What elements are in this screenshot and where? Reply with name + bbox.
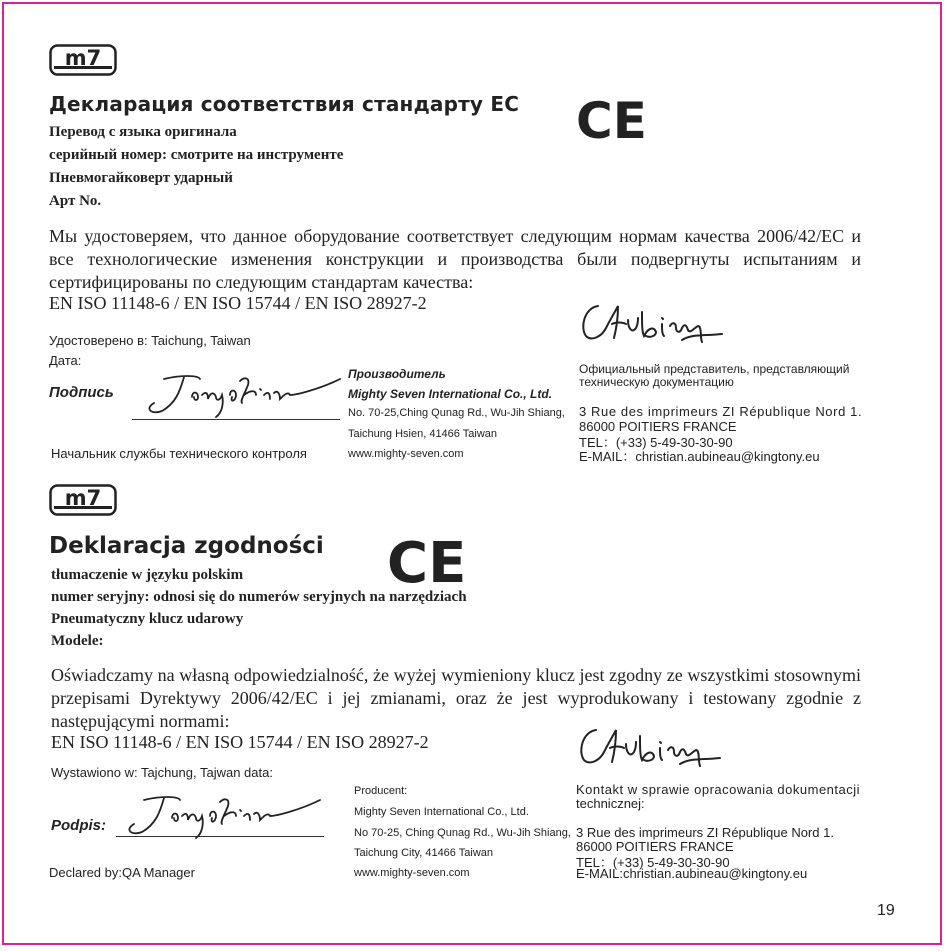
ce-mark-icon-pl [387,531,467,596]
pl-declared-by: Declared by:QA Manager [49,865,195,880]
qa-manager-signature-icon-pl [120,788,330,842]
ru-paragraph: Мы удостоверяем, что данное оборудование соответствует следующим нормам качества 2006/42/EC и все технологические изменения конструкции и производства были подвергнуты испытаниям и сертифицированы по следующим стандартам качества: [49,226,861,292]
pl-standards: EN ISO 11148-6 / EN ISO 15744 / EN ISO 28927-2 [51,732,429,752]
ru-signer-title: Начальник службы технического контроля [51,446,307,461]
pl-eu-email: E-MAIL:christian.aubineau@kingtony.eu [576,866,808,881]
svg-text:CE: CE [576,92,647,150]
ce-mark-icon [576,92,647,150]
ru-rep-1: Официальный представитель, представляющий [579,362,850,376]
pl-contact-2: technicznej: [576,796,645,811]
pl-address-1: No 70-25, Ching Qunag Rd., Wu-Jih Shiang, [354,827,571,839]
pl-title: Deklaracja zgodności [49,533,324,559]
ru-line-1: Перевод с языка оригинала [49,124,237,140]
ru-title: Декларация соответствия стандарту ЕС [49,92,520,116]
ru-line-3: Пневмогайковерт ударный [49,170,233,186]
ru-signature-label: Подпись [49,384,114,401]
pl-line-2: numer seryjny: odnosi się do numerów seryjnych na narzędziach [51,589,467,605]
ru-eu-tel: TEL：(+33) 5-49-30-30-90 [579,435,733,450]
ru-certified-in: Удостоверено в: Taichung, Taiwan [49,333,251,348]
pl-line-1: tłumaczenie w języku polskim [51,567,244,583]
m7-logo-pl [49,484,117,516]
pl-line-4: Modele: [51,633,104,649]
aubineau-signature-icon [576,298,726,348]
ru-line-4: Арт No. [49,193,102,209]
ru-manufacturer-label: Производитель [348,367,446,381]
m7-logo [49,44,117,76]
pl-address-2: Taichung City, 41466 Taiwan [354,847,494,859]
ru-standards: EN ISO 11148-6 / EN ISO 15744 / EN ISO 28927-2 [49,293,427,313]
ru-address-2: Taichung Hsien, 41466 Taiwan [348,428,498,440]
ru-rep-2: техническую документацию [579,375,734,389]
ru-eu-address-2: 86000 POITIERS FRANCE [579,419,737,434]
ru-website: www.mighty-seven.com [348,448,464,460]
pl-contact-1: Kontakt w sprawie opracowania dokumentacji [576,782,861,797]
pl-manufacturer-label: Producent: [354,785,408,797]
svg-text:CE: CE [387,531,467,596]
ru-line-2: серийный номер: смотрите на инструменте [49,147,344,163]
pl-website: www.mighty-seven.com [354,867,470,879]
qa-manager-signature-icon [140,367,350,421]
pl-eu-address-1: 3 Rue des imprimeurs ZI République Nord 1. [576,825,834,840]
svg-text:m7: m7 [64,486,102,510]
pl-line-3: Pneumatyczny klucz udarowy [51,611,244,627]
pl-signature-label: Podpis: [51,817,106,834]
pl-paragraph: Oświadczamy na własną odpowiedzialność, że wyżej wymieniony klucz jest zgodny ze wszystkimi stosownymi przepisami Dyrektywy 2006/42/EC i jej zmianami, oraz że jest wyprodukowany i testowany zgodnie z następującymi normami: [51,665,861,731]
ru-address-1: No. 70-25,Ching Qunag Rd., Wu-Jih Shiang, [348,407,565,419]
aubineau-signature-icon-pl [574,722,724,772]
pl-manufacturer-name: Mighty Seven International Co., Ltd. [354,806,529,818]
ru-signature-line [132,419,340,420]
ru-date-label: Дата: [49,353,82,368]
ru-eu-address-1: 3 Rue des imprimeurs ZI République Nord 1. [579,404,863,419]
pl-issued-in: Wystawiono w: Tajchung, Tajwan data: [51,765,273,780]
pl-eu-tel: TEL：(+33) 5-49-30-30-90 [576,855,730,870]
ru-eu-email: E-MAIL：christian.aubineau@kingtony.eu [579,449,820,464]
pl-signature-line [116,836,324,837]
page-number: 19 [877,902,895,919]
pl-eu-address-2: 86000 POITIERS FRANCE [576,839,734,854]
svg-text:m7: m7 [64,46,102,70]
ru-manufacturer-name: Mighty Seven International Co., Ltd. [348,387,553,401]
